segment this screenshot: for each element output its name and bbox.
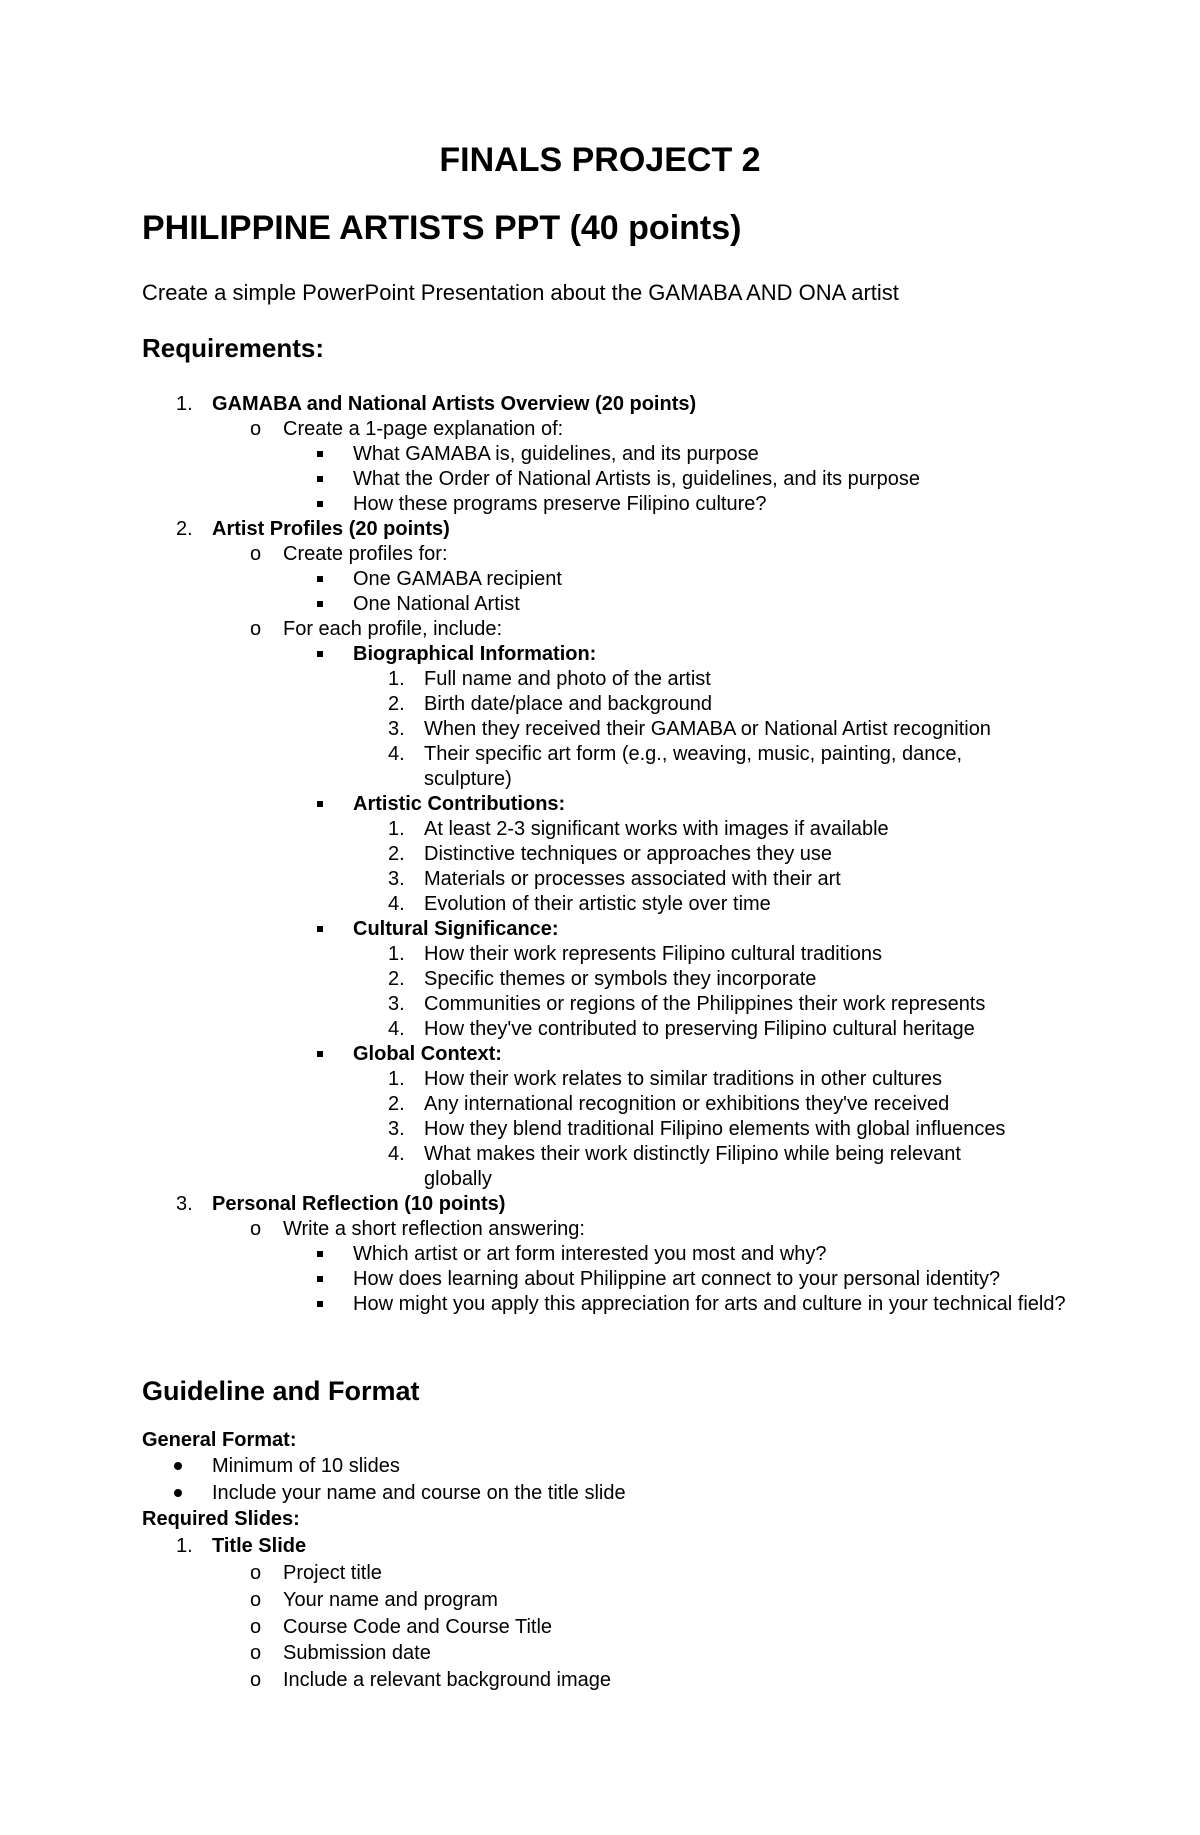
sub-item-text: Write a short reflection answering: <box>283 1218 585 1240</box>
bullet-text: Which artist or art form interested you most and why? <box>353 1243 827 1265</box>
sub-item <box>250 542 448 567</box>
numbered-item <box>388 892 771 917</box>
item-text: Evolution of their artistic style over time <box>424 893 771 915</box>
sub-item <box>250 1217 585 1242</box>
item-text: Distinctive techniques or approaches they use <box>424 843 833 865</box>
square-bullet-icon <box>317 451 323 457</box>
square-bullet-icon <box>317 1276 323 1282</box>
sub-item-text: Create profiles for: <box>283 543 448 565</box>
item-text: Your name and program <box>283 1589 498 1611</box>
section-heading <box>353 792 565 817</box>
item-text: When they received their GAMABA or National Artist recognition <box>424 718 991 740</box>
list-marker: 4. <box>388 1143 405 1165</box>
numbered-item-continuation <box>424 767 512 792</box>
list-marker: o <box>250 418 262 440</box>
bullet-text: Minimum of 10 slides <box>212 1455 400 1477</box>
bullet-text: One National Artist <box>353 593 520 615</box>
document-title: FINALS PROJECT 2 <box>439 141 761 179</box>
numbered-item <box>388 942 882 967</box>
section-heading <box>353 917 559 942</box>
project-heading: PHILIPPINE ARTISTS PPT (40 points) <box>142 209 742 247</box>
item-text: How they've contributed to preserving Filipino cultural heritage <box>424 1018 975 1040</box>
intro-text: Create a simple PowerPoint Presentation about the GAMABA AND ONA artist <box>142 280 899 305</box>
bullet-item <box>212 1481 626 1506</box>
numbered-item <box>388 842 833 867</box>
list-marker: 4. <box>388 893 405 915</box>
bullet-item <box>353 1292 1073 1342</box>
list-marker: 2. <box>388 693 405 715</box>
bullet-item <box>353 492 767 517</box>
requirement-item <box>176 517 450 542</box>
square-bullet-icon <box>317 1051 323 1057</box>
slide-item <box>176 1534 307 1559</box>
list-marker: 1. <box>176 393 193 415</box>
square-bullet-icon <box>317 576 323 582</box>
requirements-heading: Requirements: <box>142 333 325 363</box>
list-marker: o <box>250 1218 262 1240</box>
section-title: Global Context: <box>353 1043 502 1065</box>
numbered-item <box>388 692 712 717</box>
list-marker: o <box>250 618 262 640</box>
item-text: Include a relevant background image <box>283 1669 611 1691</box>
bullet-text: How does learning about Philippine art connect to your personal identity? <box>353 1268 1001 1290</box>
item-text: globally <box>424 1168 492 1190</box>
list-marker: 2. <box>176 518 193 540</box>
item-text: Submission date <box>283 1642 431 1664</box>
requirement-item <box>176 392 697 417</box>
list-marker: 2. <box>388 968 405 990</box>
slide-sub-item <box>250 1588 498 1613</box>
guideline-heading: Guideline and Format <box>142 1376 420 1406</box>
square-bullet-icon <box>317 926 323 932</box>
item-text: Project title <box>283 1562 382 1584</box>
list-marker: 1. <box>388 668 405 690</box>
bullet-item <box>353 467 920 492</box>
item-text: Full name and photo of the artist <box>424 668 711 690</box>
section-title: Artistic Contributions: <box>353 793 566 815</box>
requirement-item <box>176 1192 506 1217</box>
section-heading <box>353 1042 502 1067</box>
list-marker: 3. <box>388 1118 405 1140</box>
numbered-item <box>388 1117 1006 1142</box>
circle-bullet-icon: o <box>250 1669 262 1691</box>
list-marker: 3. <box>176 1193 193 1215</box>
list-marker: 2. <box>388 1093 405 1115</box>
bullet-item <box>353 567 562 592</box>
list-marker: o <box>250 543 262 565</box>
list-marker: 1. <box>388 943 405 965</box>
numbered-item <box>388 1067 942 1092</box>
circle-bullet-icon: o <box>250 1642 262 1664</box>
list-marker: 3. <box>388 868 405 890</box>
circle-bullet-icon: o <box>250 1589 262 1611</box>
numbered-item <box>388 992 986 1017</box>
bullet-text: What GAMABA is, guidelines, and its purpose <box>353 443 759 465</box>
bullet-text: How these programs preserve Filipino culture? <box>353 493 767 515</box>
item-text: Their specific art form (e.g., weaving, music, painting, dance, <box>424 743 963 765</box>
item-text: At least 2-3 significant works with images if available <box>424 818 889 840</box>
list-marker: 3. <box>388 718 405 740</box>
numbered-item <box>388 1142 961 1167</box>
square-bullet-icon <box>317 801 323 807</box>
square-bullet-icon <box>317 1251 323 1257</box>
sub-item-text: For each profile, include: <box>283 618 503 640</box>
numbered-item <box>388 1017 975 1042</box>
item-text: sculpture) <box>424 768 512 790</box>
numbered-item-continuation <box>424 1167 492 1192</box>
required-slides-label: Required Slides: <box>142 1508 300 1530</box>
item-text: Materials or processes associated with their art <box>424 868 841 890</box>
list-marker: 4. <box>388 743 405 765</box>
list-marker: 2. <box>388 843 405 865</box>
bullet-item <box>212 1454 400 1479</box>
item-text: How they blend traditional Filipino elements with global influences <box>424 1118 1006 1140</box>
bullet-item <box>353 442 759 467</box>
requirement-title: Artist Profiles (20 points) <box>212 518 450 540</box>
bullet-item <box>353 592 520 617</box>
numbered-item <box>388 867 841 892</box>
general-format-label: General Format: <box>142 1429 297 1451</box>
section-title: Cultural Significance: <box>353 918 559 940</box>
bullet-text: What the Order of National Artists is, guidelines, and its purpose <box>353 468 920 490</box>
list-marker: 1. <box>176 1535 193 1557</box>
section-title: Biographical Information: <box>353 643 597 665</box>
list-marker: 1. <box>388 818 405 840</box>
numbered-item <box>388 817 889 842</box>
requirement-title: GAMABA and National Artists Overview (20 points) <box>212 393 697 415</box>
round-bullet-icon <box>174 1489 182 1497</box>
item-text: What makes their work distinctly Filipino while being relevant <box>424 1143 961 1165</box>
square-bullet-icon <box>317 1301 323 1307</box>
item-text: Course Code and Course Title <box>283 1616 553 1638</box>
section-heading <box>353 642 596 667</box>
sub-item <box>250 417 564 442</box>
bullet-item <box>353 1242 827 1267</box>
round-bullet-icon <box>174 1462 182 1470</box>
numbered-item <box>388 742 963 767</box>
slide-sub-item <box>250 1668 611 1693</box>
list-marker: 3. <box>388 993 405 1015</box>
item-text: Birth date/place and background <box>424 693 712 715</box>
sub-item <box>250 617 503 642</box>
bullet-text: One GAMABA recipient <box>353 568 562 590</box>
slide-sub-item <box>250 1615 553 1640</box>
list-marker: 1. <box>388 1068 405 1090</box>
item-text: Communities or regions of the Philippines their work represents <box>424 993 986 1015</box>
item-text: How their work represents Filipino cultural traditions <box>424 943 882 965</box>
numbered-item <box>388 717 991 742</box>
square-bullet-icon <box>317 501 323 507</box>
square-bullet-icon <box>317 651 323 657</box>
numbered-item <box>388 1092 950 1117</box>
requirement-title: Personal Reflection (10 points) <box>212 1193 506 1215</box>
bullet-text: Include your name and course on the title slide <box>212 1482 626 1504</box>
item-text: Specific themes or symbols they incorporate <box>424 968 817 990</box>
square-bullet-icon <box>317 476 323 482</box>
slide-sub-item <box>250 1641 431 1666</box>
item-text: Any international recognition or exhibitions they've received <box>424 1093 950 1115</box>
bullet-item <box>353 1267 1000 1292</box>
slide-sub-item <box>250 1561 382 1586</box>
numbered-item <box>388 967 817 992</box>
sub-item-text: Create a 1-page explanation of: <box>283 418 564 440</box>
bullet-text: How might you apply this appreciation for arts and culture in your technical field? <box>353 1293 1066 1315</box>
numbered-item <box>388 667 711 692</box>
list-marker: 4. <box>388 1018 405 1040</box>
circle-bullet-icon: o <box>250 1616 262 1638</box>
slide-title: Title Slide <box>212 1535 307 1557</box>
circle-bullet-icon: o <box>250 1562 262 1584</box>
item-text: How their work relates to similar traditions in other cultures <box>424 1068 942 1090</box>
square-bullet-icon <box>317 601 323 607</box>
